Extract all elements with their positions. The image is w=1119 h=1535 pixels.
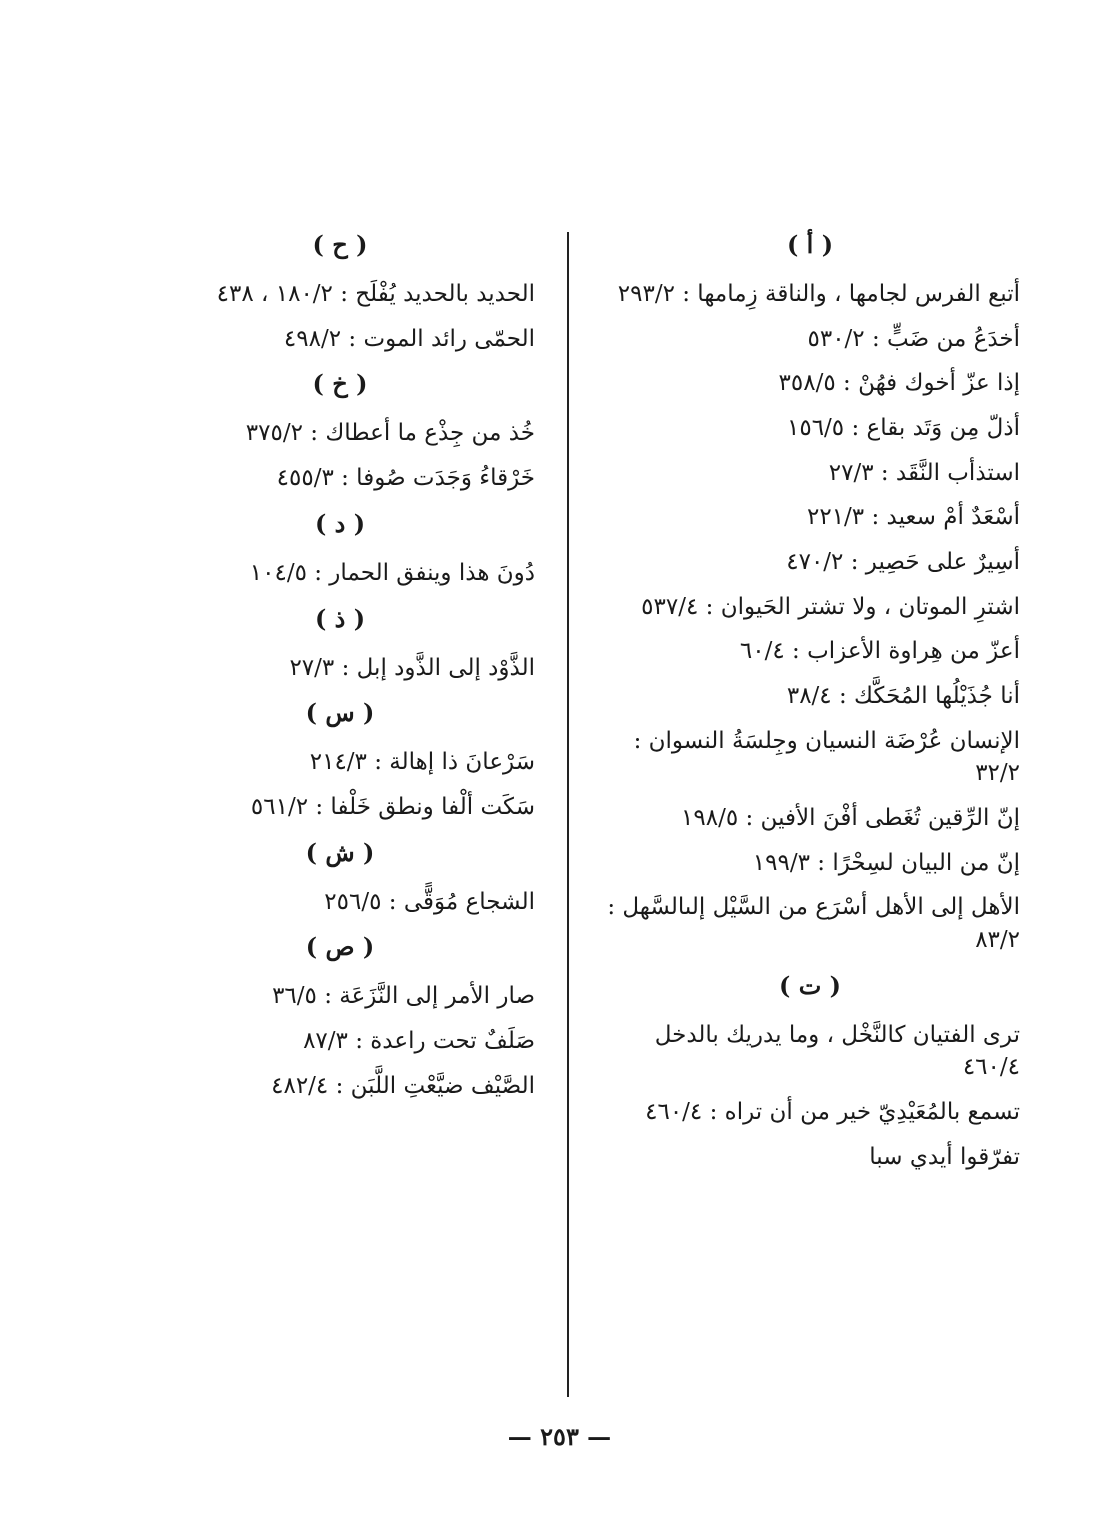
proverb-text: استذأب النَّقَد :: [880, 459, 1020, 486]
proverb-text: صار الأمر إلى النَّزَعَة :: [324, 983, 535, 1010]
proverb-text: تفرّقوا أيدي سبا: [869, 1143, 1020, 1170]
section-heading: ( ش ): [305, 837, 375, 867]
proverb-entry: [600, 1141, 1020, 1174]
proverb-text: خَرْقاءُ وَجَدَت صُوفا :: [341, 465, 535, 492]
volume-page-reference: ٦٠/٤: [739, 638, 785, 665]
proverb-entry: [145, 791, 535, 824]
section-heading: ( د ): [314, 508, 366, 538]
column-divider: [567, 232, 569, 1397]
volume-page-reference: ٢٧/٣: [828, 459, 874, 486]
volume-page-reference: ٣٨/٤: [786, 682, 832, 709]
proverb-entry: [600, 591, 1020, 624]
right-column: [600, 228, 1020, 1185]
proverb-text: الحمّى رائد الموت :: [348, 325, 535, 352]
volume-page-reference: ٤٩٨/٢: [283, 325, 342, 352]
volume-page-reference: ١٨٠/٢ ، ٤٣٨: [216, 281, 333, 308]
volume-page-reference: ٢٧/٣: [289, 654, 335, 681]
volume-page-reference: ٥٣٠/٢: [807, 325, 865, 352]
proverb-entry: [600, 412, 1020, 445]
proverb-text: أسْعَدٌ أمْ سعيد :: [871, 504, 1020, 531]
proverb-text: أسِيرٌ على حَصِير :: [850, 549, 1020, 576]
proverb-entry: [145, 462, 535, 495]
proverb-text: أنا جُذَيْلُها المُحَكَّك :: [838, 682, 1020, 709]
section-heading: ( ذ ): [314, 603, 366, 633]
proverb-text: صَلَفٌ تحت راعدة :: [355, 1028, 535, 1055]
proverb-text: إنّ من البيان لسِحْرًا :: [817, 849, 1020, 876]
proverb-entry: [600, 367, 1020, 400]
proverb-text: الحديد بالحديد يُفْلَح :: [340, 281, 535, 308]
proverb-entry: [600, 1096, 1020, 1129]
proverb-text: الذَّوْد إلى الذَّود إبل :: [341, 654, 535, 681]
volume-page-reference: ١٠٤/٥: [249, 559, 307, 586]
section-heading: ( خ ): [312, 369, 368, 399]
proverb-text: الشجاع مُوَقًّى :: [388, 888, 535, 915]
volume-page-reference: ٢١٤/٣: [309, 749, 367, 776]
volume-page-reference: ٤٨٢/٤: [271, 1072, 329, 1099]
volume-page-reference: ٢٩٣/٢: [617, 281, 675, 308]
proverb-entry: [600, 323, 1020, 356]
volume-page-reference: ١٩٩/٣: [752, 849, 810, 876]
proverb-entry: [145, 652, 535, 685]
proverb-entry: [600, 546, 1020, 579]
proverb-entry: [600, 891, 1020, 956]
volume-page-reference: ١٥٦/٥: [787, 415, 845, 442]
proverb-text: الأهل إلى الأهل أسْرَع من السَّيْل إلىالسَّهل :: [607, 894, 1020, 921]
proverb-entry: [145, 980, 535, 1013]
proverb-text: أعزّ من هِراوة الأعزاب :: [792, 638, 1020, 665]
proverb-entry: [145, 557, 535, 590]
volume-page-reference: ١٩٨/٥: [681, 804, 739, 831]
proverb-entry: [145, 746, 535, 779]
section-heading: ( ح ): [312, 230, 368, 259]
proverb-text: الإنسان عُرْضَة النسيان وجِلسَةُ النسوان :: [633, 727, 1020, 754]
volume-page-reference: ٥٦١/٢: [250, 793, 309, 820]
proverb-text: إنّ الرِّقين تُغَطى أفْنَ الأفين :: [745, 804, 1020, 831]
proverb-text: أذلّ مِن وَتَد بقاع :: [851, 415, 1020, 442]
proverb-entry: [600, 802, 1020, 835]
proverb-entry: [600, 1019, 1020, 1084]
volume-page-reference: ٢٢١/٣: [806, 504, 865, 531]
volume-page-reference: ٢٥٦/٥: [324, 888, 382, 915]
section-heading: ( أ ): [786, 230, 834, 259]
volume-page-reference: ٨٧/٣: [303, 1028, 348, 1055]
proverb-entry: [145, 1025, 535, 1058]
proverb-entry: [600, 847, 1020, 880]
proverb-entry: [600, 635, 1020, 668]
proverb-entry: [600, 278, 1020, 311]
section-heading: ( ت ): [778, 970, 841, 1000]
proverb-entry: [600, 457, 1020, 490]
proverb-text: سَكَت ألْفا ونطق خَلْفا :: [315, 793, 535, 820]
proverb-text: سَرْعانَ ذا إهالة :: [374, 749, 535, 776]
section-heading: ( ص ): [305, 932, 375, 962]
volume-page-reference: ٣٢/٢: [975, 760, 1020, 787]
proverb-text: أخدَعُ من ضَبٍّ :: [871, 325, 1020, 352]
proverb-entry: [145, 886, 535, 919]
proverb-entry: [145, 417, 535, 450]
proverb-text: الصَّيْف ضيَّعْتِ اللَّبَن :: [335, 1072, 535, 1099]
proverb-text: إذا عزّ أخوك فهُنْ :: [843, 370, 1020, 397]
volume-page-reference: ٤٦٠/٤: [962, 1054, 1020, 1081]
proverb-text: أتبع الفرس لجامها ، والناقة زِمامها :: [682, 281, 1020, 308]
section-heading: ( س ): [305, 698, 375, 728]
proverb-text: خُذ من جِذْع ما أعطاك :: [310, 420, 535, 447]
proverb-text: تسمع بالمُعَيْدِيّ خير من أن تراه :: [709, 1098, 1020, 1125]
volume-page-reference: ٤٥٥/٣: [276, 465, 334, 492]
left-column: [145, 228, 535, 1114]
volume-page-reference: ٣٧٥/٢: [245, 420, 303, 447]
proverb-entry: [145, 1070, 535, 1103]
proverb-text: اشترِ الموتان ، ولا تشتر الحَيوان :: [705, 593, 1020, 620]
volume-page-reference: ٤٧٠/٢: [786, 549, 844, 576]
proverb-entry: [145, 323, 535, 356]
volume-page-reference: ٤٦٠/٤: [645, 1098, 703, 1125]
proverb-entry: [600, 725, 1020, 790]
proverb-entry: [600, 680, 1020, 713]
proverb-text: ترى الفتيان كالنَّخْل ، وما يدريك بالدخل: [654, 1021, 1020, 1048]
proverb-entry: [600, 501, 1020, 534]
volume-page-reference: ٣٦/٥: [272, 983, 317, 1010]
page-number: — ٢٥٣ —: [507, 1422, 612, 1451]
volume-page-reference: ٣٥٨/٥: [778, 370, 836, 397]
volume-page-reference: ٨٣/٢: [975, 926, 1020, 953]
volume-page-reference: ٥٣٧/٤: [641, 593, 699, 620]
proverb-text: دُونَ هذا وينفق الحمار :: [314, 559, 535, 586]
proverb-entry: [145, 278, 535, 311]
